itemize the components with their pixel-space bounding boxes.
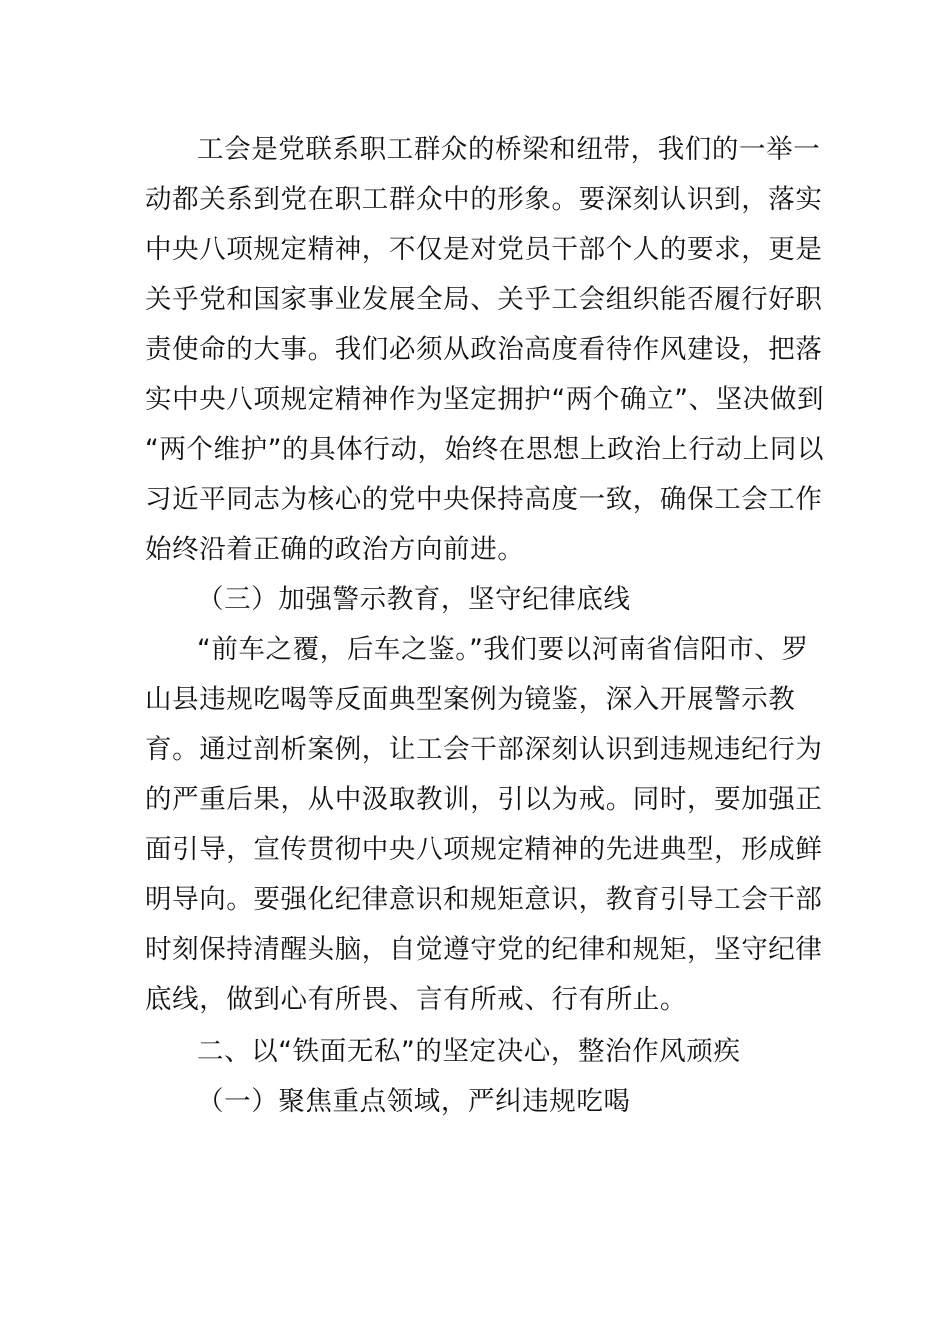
paragraph-party-union-role <box>145 125 825 575</box>
text-line: 育。通过剖析案例，让工会干部深刻认识到违规违纪行为 <box>145 734 823 765</box>
document-body <box>145 125 825 1127</box>
text-line: 底线，做到心有所畏、言有所戒、行有所止。 <box>145 984 687 1015</box>
text-line: 时刻保持清醒头脑，自觉遵守党的纪律和规矩，坚守纪律 <box>145 934 823 965</box>
paragraph-warning-education <box>145 625 823 1025</box>
text-line: 动都关系到党在职工群众中的形象。要深刻认识到，落实 <box>145 184 823 215</box>
text-line: 始终沿着正确的政治方向前进。 <box>145 534 525 565</box>
text-line: “两个维护”的具体行动，始终在思想上政治上行动上同以 <box>145 434 825 465</box>
text-line: “前车之覆，后车之鉴。”我们要以河南省信阳市、罗 <box>197 634 809 665</box>
text-line: 工会是党联系职工群众的桥梁和纽带，我们的一举一 <box>197 134 821 165</box>
subheading-warning-education: （三）加强警示教育，坚守纪律底线 <box>197 584 631 615</box>
text-line: 习近平同志为核心的党中央保持高度一致，确保工会工作 <box>145 484 823 515</box>
text-line: 山县违规吃喝等反面典型案例为镜鉴，深入开展警示教 <box>145 684 796 715</box>
text-line: 实中央八项规定精神作为坚定拥护“两个确立”、坚决做到 <box>145 384 825 415</box>
text-line: 中央八项规定精神，不仅是对党员干部个人的要求，更是 <box>145 234 823 265</box>
subheading-focus-key-areas: （一）聚焦重点领域，严纠违规吃喝 <box>197 1086 631 1117</box>
text-line: 责使命的大事。我们必须从政治高度看待作风建设，把落 <box>145 334 823 365</box>
text-line: 关乎党和国家事业发展全局、关乎工会组织能否履行好职 <box>145 284 823 315</box>
text-line: 明导向。要强化纪律意识和规矩意识，教育引导工会干部 <box>145 884 823 915</box>
text-line: 面引导，宣传贯彻中央八项规定精神的先进典型，形成鲜 <box>145 834 823 865</box>
text-line: 的严重后果，从中汲取教训，引以为戒。同时，要加强正 <box>145 784 823 815</box>
section-heading-two: 二、以“铁面无私”的坚定决心，整治作风顽疾 <box>197 1036 741 1067</box>
